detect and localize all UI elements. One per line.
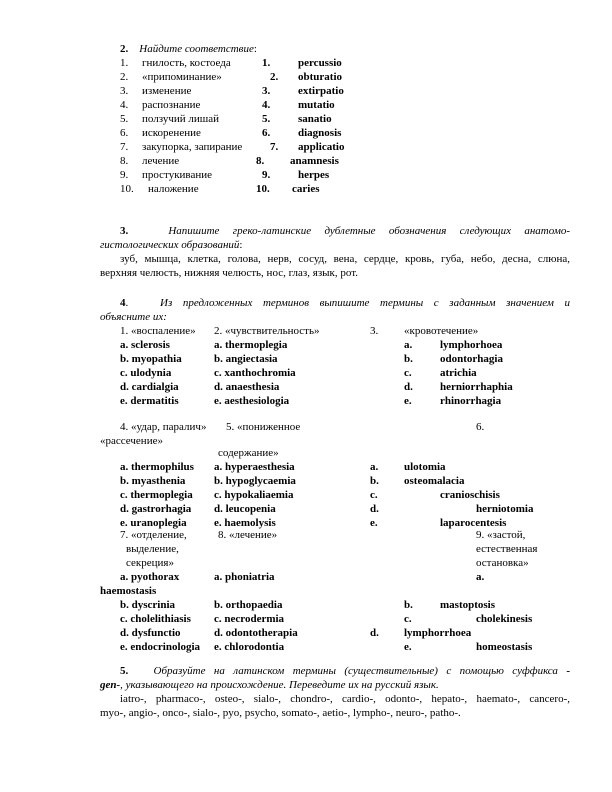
g3-col2-option: b. orthopaedia <box>214 599 283 611</box>
g1-header-3: «кровотечение» <box>404 325 479 337</box>
task5-body-text-cont: myo-, angio-, onco-, sialo-, pyo, psycho, somato-, aetio-, lympho-, neuro-, patho-. <box>100 707 461 719</box>
g1-col3-option: atrichia <box>440 367 477 379</box>
task4-instruction-text: Из предложенных терминов выпишите термины с заданным значением и <box>160 297 571 309</box>
g2-col3-letter: b. <box>370 475 379 487</box>
g3-col2-option: d. odontotherapia <box>214 627 298 639</box>
task4-instruction-line1 <box>100 296 570 310</box>
g1-col1-option: b. myopathia <box>120 353 182 365</box>
g3-col1-option: d. dysfunctio <box>120 627 181 639</box>
g2-col3-option: osteomalacia <box>404 475 465 487</box>
task2-row-number: 4. <box>120 99 129 111</box>
task2-row-latin-term: sanatio <box>298 113 332 125</box>
task2-row-latin-number: 8. <box>256 155 265 167</box>
g3-col3-letter: a. <box>476 571 485 583</box>
task5-number: 5. <box>120 665 129 677</box>
g2-col3-option: herniotomia <box>476 503 534 515</box>
g2-col3-letter: a. <box>370 461 379 473</box>
task3-body-line2 <box>100 266 358 280</box>
g3-col3-letter: d. <box>370 627 379 639</box>
g1-col3-option: lymphorhoea <box>440 339 503 351</box>
task2-row-latin-number: 2. <box>270 71 279 83</box>
g3-col3-letter: e. <box>404 641 412 653</box>
g3-col1-option: a. pyothorax <box>120 571 180 583</box>
g3-col2-option: a. phoniatria <box>214 571 275 583</box>
task2-row-latin-number: 10. <box>256 183 270 195</box>
g3-col1-option: e. endocrinologia <box>120 641 201 653</box>
task2-row-russian-term: закупорка, запирание <box>142 141 243 153</box>
task2-row-latin-number: 1. <box>262 57 271 69</box>
task2-row-russian-term: наложение <box>148 183 199 195</box>
task2-row-latin-number: 7. <box>270 141 279 153</box>
task5-instruction-text-cont: , указывающего на происхождение. Переведите их на русский язык. <box>120 679 439 691</box>
task3-instruction-text: Напишите греко-латинские дублетные обозначения следующих анатомо- <box>168 225 571 237</box>
g1-col3-letter: e. <box>404 395 412 407</box>
g1-col2-option: b. angiectasia <box>214 353 278 365</box>
g2-col3-letter: e. <box>370 517 378 529</box>
task5-body-line2 <box>100 706 461 720</box>
task3-instruction-text-cont: гистологических образований <box>100 239 240 251</box>
g3-col3-letter: b. <box>404 599 413 611</box>
g1-col1-option: d. cardialgia <box>120 381 179 393</box>
task2-row-latin-number: 4. <box>262 99 271 111</box>
task2-row-russian-term: ползучий лишай <box>142 113 220 125</box>
task2-row-russian-term: лечение <box>142 155 180 167</box>
g2-col2-option: b. hypoglycaemia <box>214 475 296 487</box>
task2-row-number: 7. <box>120 141 129 153</box>
g2-col3-letter: c. <box>370 489 378 501</box>
task2-row-number: 6. <box>120 127 129 139</box>
g3-header-3-cont1: естественная <box>476 543 538 555</box>
task2-row-latin-term: percussio <box>298 57 342 69</box>
task3-colon: : <box>239 239 243 251</box>
g2-header-2-cont: содержание» <box>218 447 279 459</box>
g3-header-1-cont1: выделение, <box>126 543 179 555</box>
task2-row-latin-term: herpes <box>298 169 330 181</box>
g3-header-3: 9. «застой, <box>476 529 526 541</box>
g2-col3-option: ulotomia <box>404 461 446 473</box>
task2-row-russian-term: распознание <box>142 99 201 111</box>
task2-row-latin-number: 5. <box>262 113 271 125</box>
task2-heading <box>120 42 257 56</box>
task2-row-number: 3. <box>120 85 129 97</box>
g3-col3-option: homeostasis <box>476 641 533 653</box>
g1-header-2: 2. «чувствительность» <box>214 325 320 337</box>
g3-col3-option: lymphorrhoea <box>404 627 472 639</box>
g1-col1-option: a. sclerosis <box>120 339 170 351</box>
task3-body-text-cont: верхняя челюсть, нижняя челюсть, нос, глаз, язык, рот. <box>100 267 358 279</box>
task3-body-line1 <box>100 252 570 266</box>
g3-col2-option: e. chlorodontia <box>214 641 285 653</box>
g2-col1-option: c. thermoplegia <box>120 489 193 501</box>
g2-col2-option: a. hyperaesthesia <box>214 461 295 473</box>
task2-title: Найдите соответствие <box>139 43 254 55</box>
g2-col1-option: a. thermophilus <box>120 461 194 473</box>
g1-col3-letter: a. <box>404 339 413 351</box>
g2-col1-option: b. myasthenia <box>120 475 186 487</box>
g1-col3-option: odontorhagia <box>440 353 503 365</box>
task2-row-latin-term: extirpatio <box>298 85 344 97</box>
g2-col1-option: e. uranoplegia <box>120 517 187 529</box>
task5-body-line1 <box>100 692 570 706</box>
task2-row-latin-term: applicatio <box>298 141 345 153</box>
task2-row-russian-term: гнилость, костоеда <box>142 57 231 69</box>
task5-instruction-line2 <box>100 678 439 692</box>
task5-body-text: iatro-, pharmaco-, osteo-, sialo-, chondro-, cardio-, odonto-, hepato-, haemato-, cancero-, <box>120 693 570 705</box>
task2-number: 2. <box>120 43 129 55</box>
g3-col2-option: c. necrodermia <box>214 613 285 625</box>
g1-col2-option: a. thermoplegia <box>214 339 288 351</box>
g3-header-2: 8. «лечение» <box>218 529 278 541</box>
g3-col3-option: mastoptosis <box>440 599 496 611</box>
task2-row-number: 1. <box>120 57 129 69</box>
task2-row-russian-term: простукивание <box>142 169 213 181</box>
task2-row-number: 8. <box>120 155 129 167</box>
g1-col3-letter: c. <box>404 367 412 379</box>
g1-col2-option: d. anaesthesia <box>214 381 280 393</box>
task2-colon: : <box>253 43 257 55</box>
g2-col3-option: cranioschisis <box>440 489 500 501</box>
g3-option-haemostasis: haemostasis <box>100 585 157 597</box>
task3-instruction-line2 <box>100 238 242 252</box>
g3-header-1: 7. «отделение, <box>120 529 187 541</box>
task2-row-russian-term: изменение <box>142 85 192 97</box>
g3-col3-option: cholekinesis <box>476 613 533 625</box>
g1-col3-letter: d. <box>404 381 413 393</box>
task2-row-latin-number: 9. <box>262 169 271 181</box>
g2-col2-option: e. haemolysis <box>214 517 276 529</box>
task3-number: 3. <box>120 225 129 237</box>
g2-header-3: 6. <box>476 421 485 433</box>
g3-col1-option: b. dyscrinia <box>120 599 176 611</box>
task3-body-text: зуб, мышца, клетка, голова, нерв, сосуд, вена, сердце, кровь, губа, небо, десна, слюна, <box>120 253 570 265</box>
g3-header-3-cont2: остановка» <box>476 557 529 569</box>
g1-col3-letter: b. <box>404 353 413 365</box>
task2-row-latin-term: mutatio <box>298 99 335 111</box>
g2-col1-option: d. gastrorhagia <box>120 503 192 515</box>
task2-row-latin-term: diagnosis <box>298 127 342 139</box>
g1-col2-option: e. aesthesiologia <box>214 395 290 407</box>
g1-col1-option: e. dermatitis <box>120 395 179 407</box>
task4-instruction-text-cont: объясните их: <box>100 311 167 323</box>
g2-col3-option: laparocentesis <box>440 517 507 529</box>
task2-row-russian-term: искоренение <box>142 127 201 139</box>
g3-col3-letter: c. <box>404 613 412 625</box>
task4-instruction-line2 <box>100 310 167 324</box>
g1-col3-option: herniorrhaphia <box>440 381 513 393</box>
task2-row-number: 5. <box>120 113 129 125</box>
task3-instruction-line1 <box>100 224 570 238</box>
g2-col2-option: d. leucopenia <box>214 503 276 515</box>
task4-dot: . <box>125 297 129 309</box>
g1-header-3-number: 3. <box>370 325 379 337</box>
g2-col3-letter: d. <box>370 503 379 515</box>
task2-row-number: 10. <box>120 183 134 195</box>
g3-header-1-cont2: секреция» <box>126 557 174 569</box>
task4-number: 4 <box>120 297 126 309</box>
task5-suffix: gen- <box>100 679 121 691</box>
task5-instruction-line1 <box>100 664 570 678</box>
g2-header-2: 5. «пониженное <box>226 421 301 433</box>
task5-dash: - <box>566 665 571 677</box>
task2-row-number: 9. <box>120 169 129 181</box>
g1-header-1: 1. «воспаление» <box>120 325 196 337</box>
task2-row-latin-term: anamnesis <box>290 155 339 167</box>
task2-row-russian-term: «припоминание» <box>142 71 222 83</box>
g1-col2-option: c. xanthochromia <box>214 367 296 379</box>
g2-col2-option: c. hypokaliaemia <box>214 489 294 501</box>
g1-col3-option: rhinorrhagia <box>440 395 502 407</box>
g3-col1-option: c. cholelithiasis <box>120 613 191 625</box>
task2-row-latin-term: obturatio <box>298 71 342 83</box>
g1-col1-option: c. ulodynia <box>120 367 172 379</box>
task5-instruction-text: Образуйте на латинском термины (существительные) с помощью суффикса <box>153 665 558 677</box>
task2-row-latin-number: 6. <box>262 127 271 139</box>
task2-row-number: 2. <box>120 71 129 83</box>
task2-row-latin-number: 3. <box>262 85 271 97</box>
task2-row-latin-term: caries <box>292 183 320 195</box>
g2-header-1: 4. «удар, паралич» <box>120 421 207 433</box>
g2-header-1-cont: «рассечение» <box>100 435 163 447</box>
